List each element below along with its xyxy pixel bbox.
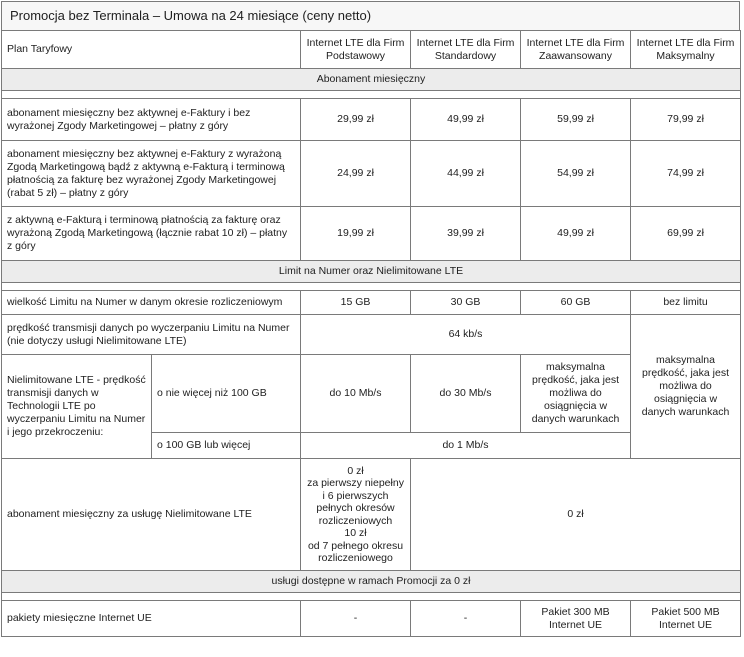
- price-cell: 54,99 zł: [521, 141, 631, 207]
- speed-cell: do 10 Mb/s: [301, 355, 411, 433]
- limit-cell: bez limitu: [631, 291, 741, 315]
- price-cell: 69,99 zł: [631, 207, 741, 261]
- table-row: [2, 141, 741, 207]
- eu-cell: -: [411, 601, 521, 637]
- limit-cell: 30 GB: [411, 291, 521, 315]
- price-cell: 74,99 zł: [631, 141, 741, 207]
- unlimited-label: Nielimitowane LTE - prędkość transmisji danych w Technologii LTE po wyczerpaniu Limitu na Numer i jego przekroczeniu:: [2, 355, 152, 459]
- row-label: prędkość transmisji danych po wyczerpaniu Limitu na Numer (nie dotyczy usługi Nielimitowane LTE): [2, 315, 301, 355]
- tariff-table: [1, 30, 741, 637]
- spacer-row: [2, 91, 741, 99]
- sub-label: o nie więcej niż 100 GB: [152, 355, 301, 433]
- price-cell: 49,99 zł: [521, 207, 631, 261]
- row-label: abonament miesięczny bez aktywnej e-Faktury z wyrażoną Zgodą Marketingową bądź z aktywną e-Fakturą i terminową płatnością za fakturę bez wyrażonej Zgody Marketingowej (rabat 5 zł) – płatny z góry: [2, 141, 301, 207]
- plan-basic-header: Internet LTE dla Firm Podstawowy: [301, 31, 411, 69]
- eu-row: [2, 601, 741, 637]
- section-uslugi: [2, 571, 741, 593]
- plan-standard-header: Internet LTE dla Firm Standardowy: [411, 31, 521, 69]
- eu-cell: -: [301, 601, 411, 637]
- section-title: Limit na Numer oraz Nielimitowane LTE: [2, 261, 741, 283]
- spacer-row: [2, 283, 741, 291]
- price-cell: 19,99 zł: [301, 207, 411, 261]
- plan-max-header: Internet LTE dla Firm Maksymalny: [631, 31, 741, 69]
- price-cell: 44,99 zł: [411, 141, 521, 207]
- spacer-row: [2, 593, 741, 601]
- price-cell: 39,99 zł: [411, 207, 521, 261]
- limit-cell: 15 GB: [301, 291, 411, 315]
- unlimited-fee-row: [2, 459, 741, 571]
- sub-label: o 100 GB lub więcej: [152, 433, 301, 459]
- plan-label: Plan Taryfowy: [2, 31, 301, 69]
- price-cell: 29,99 zł: [301, 99, 411, 141]
- header-row: [2, 31, 741, 69]
- document-title: Promocja bez Terminala – Umowa na 24 miesiące (ceny netto): [1, 1, 740, 30]
- eu-cell: Pakiet 500 MB Internet UE: [631, 601, 741, 637]
- price-cell: 24,99 zł: [301, 141, 411, 207]
- max-speed-value: maksymalna prędkość, jaka jest możliwa do osiągnięcia w danych warunkach: [631, 315, 741, 459]
- price-cell: 79,99 zł: [631, 99, 741, 141]
- table-row: [2, 99, 741, 141]
- row-label: abonament miesięczny bez aktywnej e-Faktury i bez wyrażonej Zgody Marketingowej – płatny z góry: [2, 99, 301, 141]
- section-title: usługi dostępne w ramach Promocji za 0 zł: [2, 571, 741, 593]
- row-label: abonament miesięczny za usługę Nielimitowane LTE: [2, 459, 301, 571]
- limit-cell: 60 GB: [521, 291, 631, 315]
- fee-others: 0 zł: [411, 459, 741, 571]
- unlimited-row: [2, 355, 741, 433]
- section-abonament: [2, 69, 741, 91]
- speed-cell: do 1 Mb/s: [301, 433, 631, 459]
- table-row: [2, 207, 741, 261]
- price-cell: 59,99 zł: [521, 99, 631, 141]
- speed-cell: maksymalna prędkość, jaka jest możliwa do osiągnięcia w danych warunkach: [521, 355, 631, 433]
- fee-basic: 0 zł za pierwszy niepełny i 6 pierwszych pełnych okresów rozliczeniowych 10 zł od 7 pełnego okresu rozliczeniowego: [301, 459, 411, 571]
- row-label: wielkość Limitu na Numer w danym okresie rozliczeniowym: [2, 291, 301, 315]
- section-title: Abonament miesięczny: [2, 69, 741, 91]
- price-cell: 49,99 zł: [411, 99, 521, 141]
- row-label: pakiety miesięczne Internet UE: [2, 601, 301, 637]
- speed-cell: do 30 Mb/s: [411, 355, 521, 433]
- row-label: z aktywną e-Fakturą i terminową płatnością za fakturę oraz wyrażoną Zgodą Marketingową (łącznie rabat 10 zł) – płatny z góry: [2, 207, 301, 261]
- speed-after-value: 64 kb/s: [301, 315, 631, 355]
- section-limit: [2, 261, 741, 283]
- limit-row: [2, 291, 741, 315]
- eu-cell: Pakiet 300 MB Internet UE: [521, 601, 631, 637]
- plan-advanced-header: Internet LTE dla Firm Zaawansowany: [521, 31, 631, 69]
- speed-after-limit-row: [2, 315, 741, 355]
